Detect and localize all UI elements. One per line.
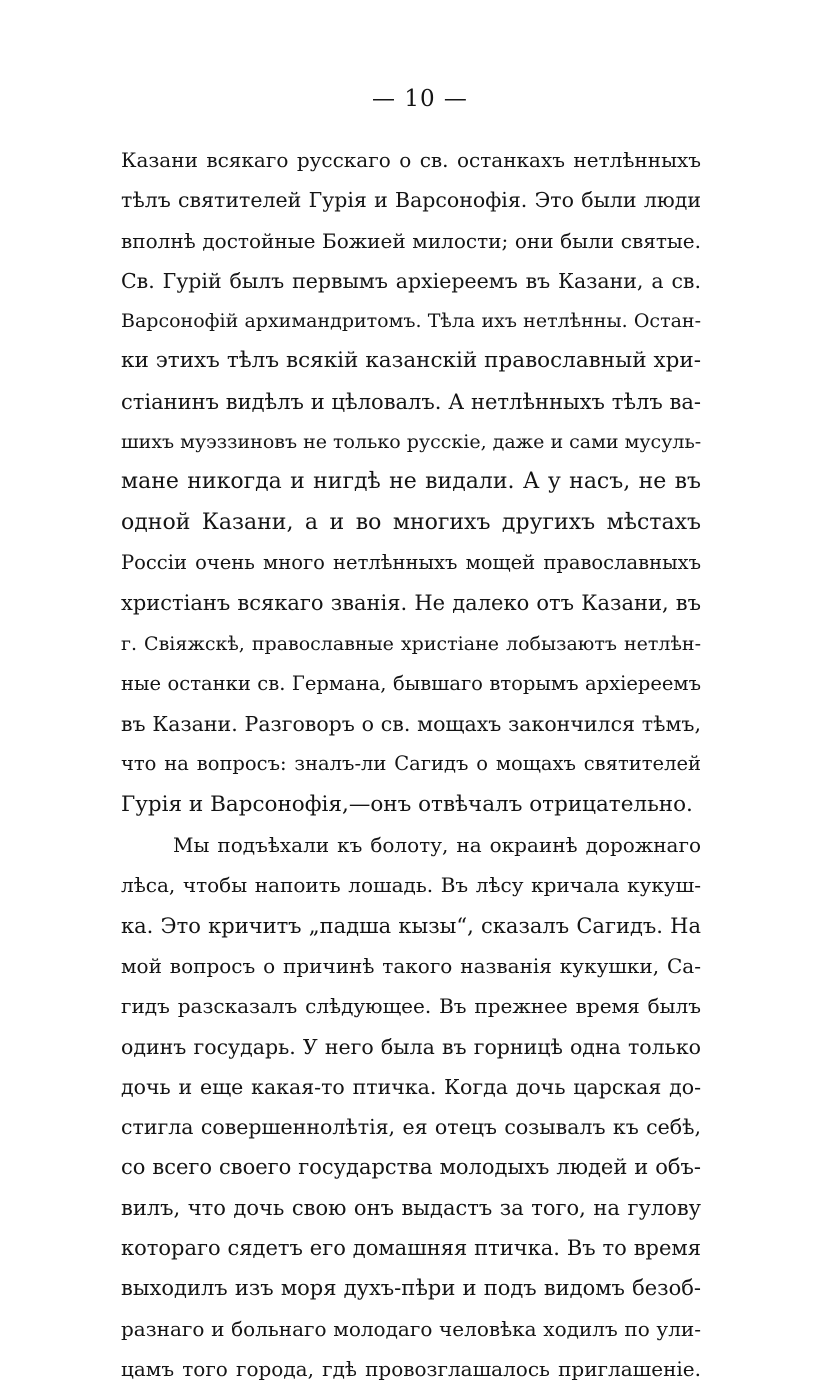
text-line: вилъ, что дочь свою онъ выдастъ за того, на гулову <box>121 1195 701 1220</box>
text-line: Гурія и Варсонофія,—онъ отвѣчалъ отрицательно. <box>121 791 693 817</box>
text-line: г. Свіяжскѣ, православные христіане лобызаютъ нетлѣн- <box>121 632 701 655</box>
text-line: стіанинъ видѣлъ и цѣловалъ. А нетлѣнныхъ тѣлъ ва- <box>121 389 701 414</box>
text-line: въ Казани. Разговоръ о св. мощахъ закончился тѣмъ, <box>121 712 701 737</box>
text-line: мане никогда и нигдѣ не видали. А у насъ, не въ <box>121 469 701 495</box>
text-line: стигла совершеннолѣтія, ея отецъ созывалъ къ себѣ, <box>121 1115 701 1140</box>
text-line: ки этихъ тѣлъ всякій казанскій православный хри- <box>121 348 701 374</box>
text-line: христіанъ всякаго званія. Не далеко отъ Казани, въ <box>121 591 701 616</box>
text-line: шихъ муэззиновъ не только русскіе, даже и сами мусуль- <box>121 431 702 454</box>
text-line: Варсонофій архимандритомъ. Тѣла ихъ нетлѣнны. Остан- <box>121 310 701 333</box>
text-line: вполнѣ достойные Божией милости; они были святые. <box>121 228 701 253</box>
text-line: одинъ государь. У него была въ горницѣ одна только <box>121 1034 701 1059</box>
text-line: ка. Это кричитъ „падша кызы“, сказалъ Сагидъ. На <box>121 913 701 938</box>
text-line: гидъ разсказалъ слѣдующее. Въ прежнее время былъ <box>121 994 701 1019</box>
text-line: разнаго и больнаго молодаго человѣка ходилъ по ули- <box>121 1316 701 1341</box>
text-line: цамъ того города, гдѣ провозглашалось приглашеніе. <box>121 1356 701 1381</box>
text-line: выходилъ изъ моря духъ-пѣри и подъ видомъ безоб- <box>121 1276 701 1301</box>
text-line: Св. Гурій былъ первымъ архіереемъ въ Казани, а св. <box>121 268 701 293</box>
text-line: тѣлъ святителей Гурія и Варсонофія. Это были люди <box>121 188 701 213</box>
text-line: что на вопросъ: зналъ-ли Сагидъ о мощахъ святителей <box>121 752 701 776</box>
text-line: Мы подъѣхали къ болоту, на окраинѣ дорожнаго <box>173 833 701 858</box>
text-line: со всего своего государства молодыхъ людей и объ- <box>121 1155 701 1180</box>
text-line: котораго сядетъ его домашняя птичка. Въ то время <box>121 1236 701 1261</box>
text-line: одной Казани, а и во многихъ другихъ мѣстахъ <box>121 509 701 535</box>
page-number: — 10 — <box>372 86 468 112</box>
text-line: Казани всякаго русскаго о св. останкахъ нетлѣнныхъ <box>121 148 701 172</box>
text-line: Россіи очень много нетлѣнныхъ мощей православныхъ <box>121 550 701 574</box>
text-line: ные останки св. Германа, бывшаго вторымъ архіереемъ <box>121 671 701 695</box>
text-line: дочь и еще какая-то птичка. Когда дочь царская до- <box>121 1074 701 1099</box>
text-line: мой вопросъ о причинѣ такого названія кукушки, Са- <box>121 953 701 978</box>
text-line: лѣса, чтобы напоить лошадь. Въ лѣсу кричала кукуш- <box>121 873 701 898</box>
body-text <box>121 140 701 1389</box>
